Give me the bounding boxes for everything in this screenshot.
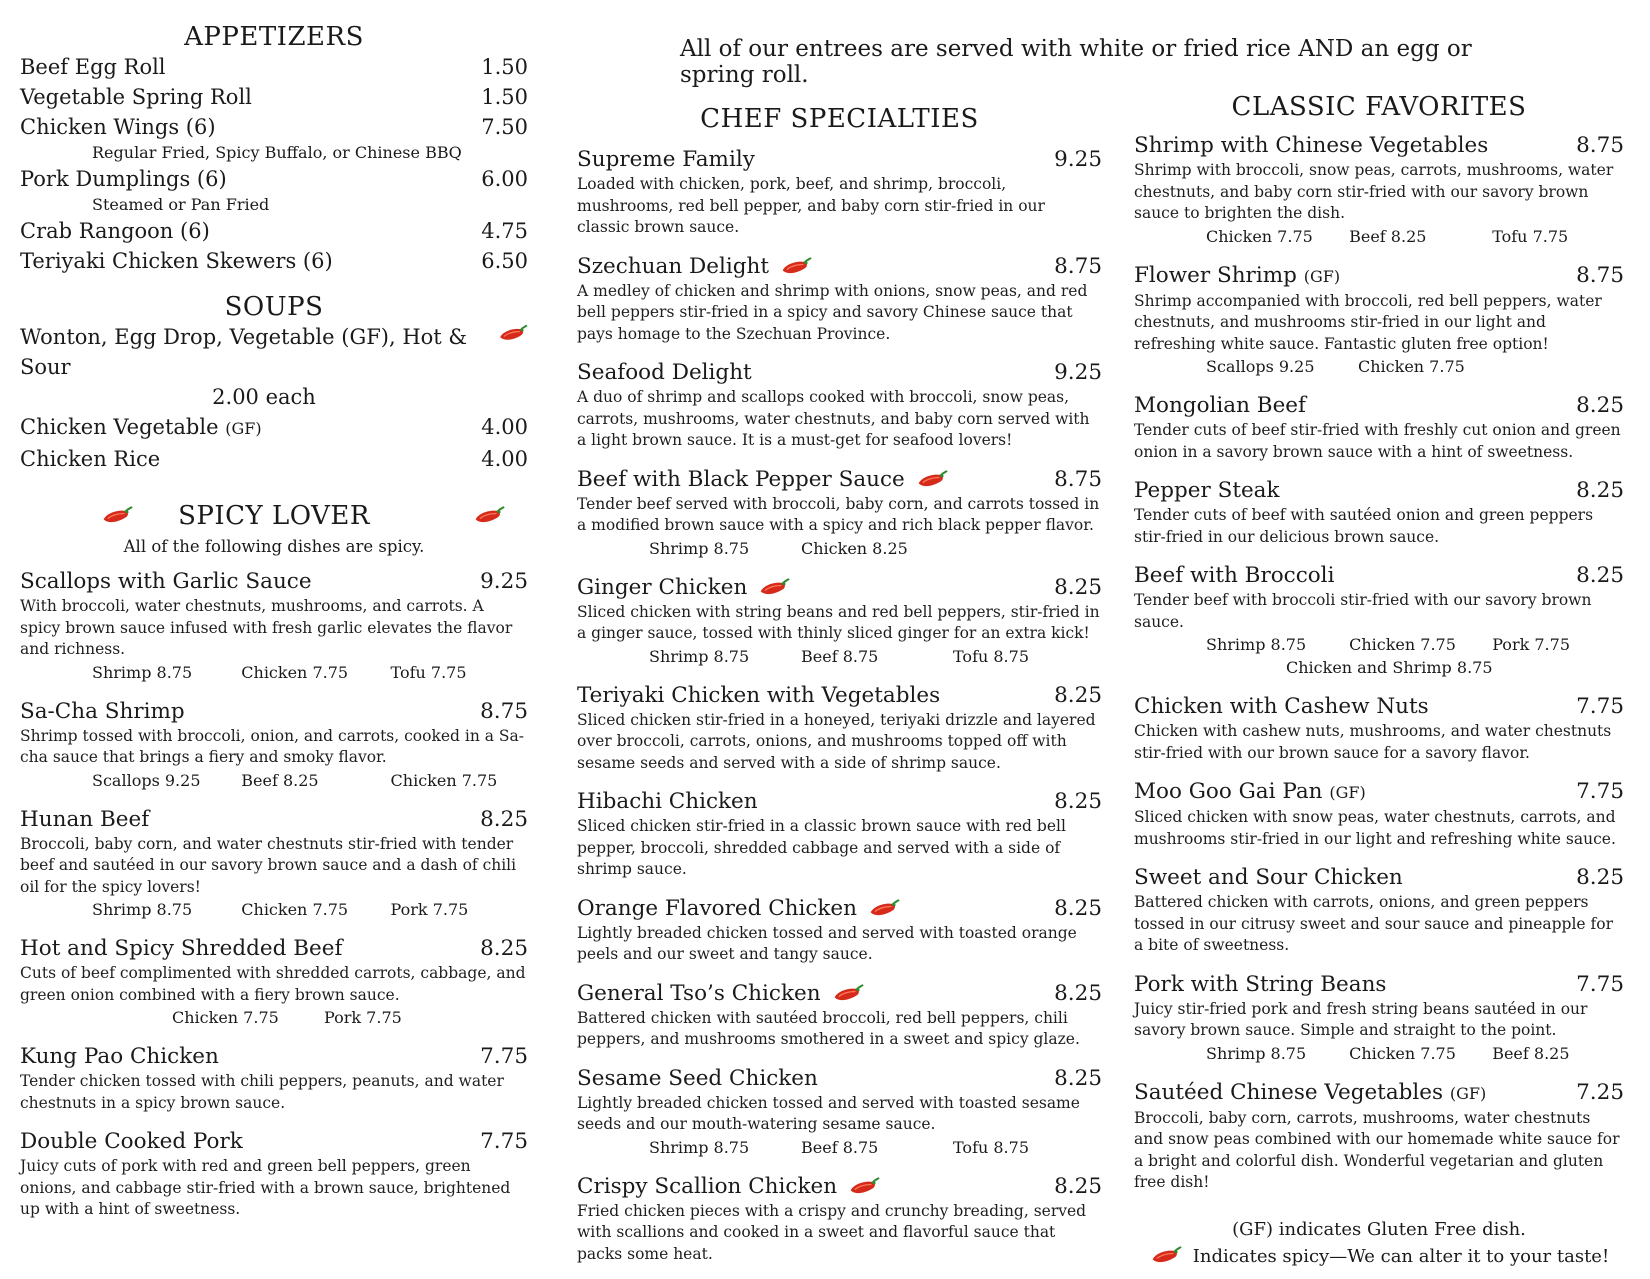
dish-header — [577, 895, 1102, 923]
appetizer-note: Steamed or Pan Fried — [92, 195, 270, 214]
dish-price: 7.75 — [480, 1044, 528, 1069]
dish-name: Hunan Beef — [20, 806, 150, 832]
classic-dish — [1134, 864, 1624, 957]
spicy-lover-subtitle: All of the following dishes are spicy. — [123, 537, 425, 556]
dish-name-wrap — [1134, 971, 1386, 999]
dish-description: Tender beef served with broccoli, baby corn, and carrots tossed in a modified brown sauce with a spicy and rich black pepper flavor. — [577, 494, 1100, 534]
appetizer-row — [20, 216, 528, 246]
dish-price: 8.75 — [1054, 253, 1102, 279]
soup-list — [20, 412, 528, 474]
soups-title: SOUPS — [224, 292, 324, 322]
dish-name: Mongolian Beef — [1134, 393, 1306, 418]
dish-header — [20, 806, 528, 834]
spicy-lover-title: SPICY LOVER — [178, 501, 370, 531]
chef-dish — [577, 146, 1102, 239]
soup-assortment-price — [20, 382, 528, 412]
dish-header — [1134, 562, 1624, 590]
dish-header — [577, 146, 1102, 174]
variant-prices — [577, 1137, 1102, 1159]
appetizer-row — [20, 52, 528, 82]
dish-price: 8.25 — [1054, 682, 1102, 708]
variant-prices — [20, 899, 528, 921]
dish-name: Shrimp with Chinese Vegetables — [1134, 133, 1489, 158]
variant-price: Shrimp 8.75 — [649, 646, 750, 666]
dish-header — [577, 253, 1102, 281]
dish-header — [20, 568, 528, 596]
dish-header — [1134, 132, 1624, 160]
variant-price: Chicken 7.75 — [172, 1008, 279, 1027]
classic-dish — [1134, 971, 1624, 1065]
variant-price: Chicken 7.75 — [1349, 635, 1456, 654]
dish-price: 4.00 — [481, 415, 528, 439]
classic-dish — [1134, 693, 1624, 764]
spicy-dish — [20, 1128, 528, 1221]
dish-price: 8.25 — [1576, 865, 1624, 890]
dish-header — [577, 788, 1102, 816]
spicy-lover-header — [20, 496, 528, 536]
variant-price: Chicken 8.25 — [801, 538, 908, 558]
dish-header — [577, 359, 1102, 387]
dish-name-wrap — [577, 788, 758, 816]
dish-name-wrap — [20, 568, 312, 596]
dish-price: 8.75 — [1576, 262, 1624, 288]
variant-price: Chicken 7.75 — [390, 770, 498, 790]
dish-name-wrap — [20, 52, 166, 82]
legend-spicy — [1134, 1243, 1624, 1270]
dish-description: Tender cuts of beef with sautéed onion and green peppers stir-fried in our delicious brown sauce. — [1134, 506, 1594, 546]
dish-price: 1.50 — [481, 55, 528, 79]
dish-price: 4.75 — [481, 219, 528, 243]
appetizers-title: APPETIZERS — [184, 22, 364, 52]
dish-name: Teriyaki Chicken with Vegetables — [577, 682, 941, 708]
variant-price: Shrimp 8.75 — [649, 538, 750, 558]
dish-price: 9.25 — [1054, 147, 1102, 172]
dish-name-wrap — [1134, 132, 1488, 160]
dish-name: Pork with String Beans — [1134, 971, 1387, 997]
variant-price: Chicken 7.75 — [241, 900, 349, 919]
soup-assortment-label: Wonton, Egg Drop, Vegetable (GF), Hot & Sour — [20, 325, 468, 379]
pepper-icon — [472, 506, 506, 526]
dish-name: Flower Shrimp — [1134, 262, 1297, 288]
dish-name: Supreme Family — [577, 147, 755, 172]
classic-dish — [1134, 477, 1624, 548]
dish-price: 7.50 — [481, 115, 528, 139]
dish-description: Lightly breaded chicken tossed and served with toasted sesame seeds and our mouth-watering sesame sauce. — [577, 1093, 1080, 1133]
variant-price: Beef 8.75 — [801, 1137, 879, 1157]
dish-name-wrap — [577, 574, 791, 602]
classic-dish — [1134, 562, 1624, 679]
appetizer-row — [20, 246, 528, 276]
dish-name: General Tso’s Chicken — [577, 980, 821, 1006]
dish-header — [20, 1128, 528, 1156]
dish-description: Chicken with cashew nuts, mushrooms, and water chestnuts stir-fried with our brown sauce for a savory flavor. — [1134, 722, 1612, 762]
dish-description: Tender cuts of beef stir-fried with freshly cut onion and green onion in a savory brown sauce with a hint of sweetness. — [1134, 421, 1621, 461]
dish-name: Chicken Wings (6) — [20, 115, 216, 139]
dish-description: With broccoli, water chestnuts, mushrooms, and carrots. A spicy brown sauce infused with fresh garlic elevates the flavor and richness. — [20, 597, 513, 658]
dish-name-wrap — [20, 82, 252, 112]
dish-name-wrap — [20, 698, 185, 726]
variant-price: Shrimp 8.75 — [649, 1137, 750, 1157]
dish-price: 8.25 — [1054, 1065, 1102, 1091]
variant-price: Pork 7.75 — [390, 900, 469, 919]
dish-description: Cuts of beef complimented with shredded carrots, cabbage, and green onion combined with a fiery brown sauce. — [20, 964, 526, 1004]
dish-price: 7.25 — [1576, 1079, 1624, 1105]
gf-tag: (GF) — [1303, 266, 1341, 286]
gf-tag: (GF) — [225, 419, 262, 438]
dish-description: Shrimp tossed with broccoli, onion, and carrots, cooked in a Sa-cha sauce that brings a fiery and smoky flavor. — [20, 726, 525, 766]
variant-price: Chicken 7.75 — [1358, 357, 1465, 376]
dish-name: Crispy Scallion Chicken — [577, 1173, 838, 1199]
dish-name: Double Cooked Pork — [20, 1129, 243, 1154]
legend-gf: (GF) indicates Gluten Free dish. — [1232, 1218, 1526, 1240]
chef-list — [577, 146, 1102, 1265]
dish-header — [1134, 693, 1624, 721]
chef-dish — [577, 574, 1102, 668]
dish-price: 8.25 — [1576, 393, 1624, 418]
chef-dish — [577, 466, 1102, 560]
dish-description: Sliced chicken stir-fried in a classic brown sauce with red bell pepper, broccoli, shredded cabbage and served with a side of shrimp sauce. — [577, 817, 1066, 878]
dish-name-wrap — [20, 1043, 219, 1071]
dish-name: Beef with Broccoli — [1134, 563, 1335, 588]
pepper-icon — [100, 506, 134, 526]
classic-dish — [1134, 1079, 1624, 1194]
variant-price: Shrimp 8.75 — [1206, 1043, 1307, 1063]
appetizer-row — [20, 112, 528, 142]
dish-header — [577, 682, 1102, 710]
dish-description: Juicy stir-fried pork and fresh string beans sautéed in our savory brown sauce. Simple and straight to the point. — [1134, 999, 1588, 1039]
dish-price: 8.25 — [1054, 789, 1102, 814]
soup-assortment — [20, 322, 528, 382]
dish-header — [1134, 392, 1624, 420]
dish-description: Sliced chicken with string beans and red bell peppers, stir-fried in a ginger sauce, tossed with thinly sliced ginger for an extra kick! — [577, 602, 1100, 642]
dish-price: 7.75 — [1576, 694, 1624, 719]
chef-specialties-title: CHEF SPECIALTIES — [700, 104, 979, 134]
dish-name-wrap — [20, 935, 342, 963]
classic-dish — [1134, 778, 1624, 850]
dish-header — [577, 574, 1102, 602]
chef-dish — [577, 1173, 1102, 1266]
dish-header — [1134, 262, 1624, 291]
dish-name: Beef Egg Roll — [20, 55, 166, 79]
dish-price: 8.25 — [480, 936, 528, 961]
dish-description: Tender beef with broccoli stir-fried with our savory brown sauce. — [1134, 591, 1592, 631]
dish-description: Juicy cuts of pork with red and green bell peppers, green onions, and cabbage stir-fried with a brown sauce, brightened up with a hint of sweetness. — [20, 1157, 511, 1218]
dish-price: 8.25 — [1054, 895, 1102, 921]
variant-price: Shrimp 8.75 — [92, 900, 193, 919]
dish-name-wrap — [20, 112, 216, 142]
dish-name-wrap — [577, 466, 949, 494]
chef-dish — [577, 980, 1102, 1051]
pepper-icon — [1149, 1246, 1183, 1266]
dish-name-wrap — [20, 216, 210, 246]
dish-name: Sesame Seed Chicken — [577, 1065, 818, 1091]
dish-name-wrap — [577, 1065, 818, 1093]
soup-row — [20, 444, 528, 474]
dish-header — [20, 1043, 528, 1071]
variant-prices — [577, 646, 1102, 668]
dish-price: 9.25 — [480, 569, 528, 594]
dish-description: Tender chicken tossed with chili peppers, peanuts, and water chestnuts in a spicy brown sauce. — [20, 1072, 504, 1112]
dish-name: Orange Flavored Chicken — [577, 895, 858, 921]
dish-description: Lightly breaded chicken tossed and served with toasted orange peels and our sweet and tangy sauce. — [577, 923, 1077, 963]
dish-name-wrap — [1134, 392, 1306, 420]
dish-header — [1134, 971, 1624, 999]
dish-name-wrap — [1134, 477, 1280, 505]
dish-name-wrap — [577, 895, 901, 923]
spicy-list — [20, 568, 528, 1221]
dish-description: Shrimp accompanied with broccoli, red bell peppers, water chestnuts, and mushrooms stir-fried in our light and refreshing white sauce. Fantastic gluten free option! — [1134, 291, 1602, 353]
dish-price: 9.25 — [1054, 360, 1102, 385]
dish-header — [1134, 1079, 1624, 1108]
spicy-dish — [20, 568, 528, 684]
dish-header — [577, 1065, 1102, 1093]
dish-name-wrap — [577, 359, 752, 387]
dish-name-wrap — [20, 246, 333, 276]
soup-row — [20, 412, 528, 444]
chef-dish — [577, 359, 1102, 452]
dish-name-wrap — [20, 806, 149, 834]
spicy-dish — [20, 1043, 528, 1114]
variant-prices — [20, 1007, 528, 1029]
dish-name: Hot and Spicy Shredded Beef — [20, 936, 343, 961]
variant-price: Beef 8.25 — [241, 770, 319, 790]
right-column — [1134, 0, 1624, 1270]
dish-name: Beef with Black Pepper Sauce — [577, 466, 905, 492]
appetizer-row — [20, 82, 528, 112]
variant-prices — [1134, 356, 1624, 378]
pepper-icon — [831, 984, 865, 1004]
dish-name-wrap — [1134, 262, 1340, 291]
dish-name-wrap — [1134, 693, 1429, 721]
dish-description: Broccoli, baby corn, carrots, mushrooms, water chestnuts and snow peas combined with our homemade white sauce for a bright and colorful dish. Wonderful vegetarian and gluten free dish! — [1134, 1108, 1620, 1191]
spicy-dish — [20, 806, 528, 922]
dish-description: Sliced chicken with snow peas, water chestnuts, carrots, and mushrooms stir-fried in our light and refreshing white sauce. — [1134, 808, 1616, 848]
dish-name-wrap — [1134, 562, 1334, 590]
dish-price: 7.75 — [480, 1129, 528, 1154]
variant-price: Chicken 7.75 — [1349, 1043, 1456, 1063]
dish-price: 4.00 — [481, 447, 528, 471]
dish-name: Kung Pao Chicken — [20, 1044, 219, 1069]
classic-list — [1134, 132, 1624, 1194]
pepper-icon — [867, 899, 901, 919]
classic-dish — [1134, 262, 1624, 379]
pepper-icon — [779, 257, 813, 277]
tagline: All of our entrees are served with white or fried rice AND an egg or spring roll. — [680, 36, 1472, 88]
gf-tag: (GF) — [1329, 783, 1366, 802]
chef-dish — [577, 253, 1102, 346]
dish-price: 8.25 — [480, 806, 528, 832]
dish-name: Seafood Delight — [577, 360, 752, 385]
middle-column — [577, 0, 1102, 1279]
dish-name: Pork Dumplings (6) — [20, 167, 227, 191]
dish-name-wrap — [20, 1128, 243, 1156]
dish-name: Moo Goo Gai Pan — [1134, 779, 1323, 804]
dish-header — [20, 935, 528, 963]
dish-name: Chicken Vegetable — [20, 415, 219, 439]
dish-price: 8.25 — [1576, 478, 1624, 503]
dish-name: Sweet and Sour Chicken — [1134, 865, 1403, 890]
variant-price: Shrimp 8.75 — [92, 662, 193, 682]
appetizer-row — [20, 164, 528, 194]
dish-header — [1134, 864, 1624, 892]
gf-tag: (GF) — [1449, 1083, 1487, 1103]
chef-dish — [577, 788, 1102, 881]
variant-price: Shrimp 8.75 — [1206, 635, 1307, 654]
dish-description: Broccoli, baby corn, and water chestnuts stir-fried with tender beef and sautéed in our savory brown sauce and a dash of chili oil for the spicy lovers! — [20, 834, 517, 896]
dish-name: Hibachi Chicken — [577, 789, 758, 814]
dish-price: 1.50 — [481, 85, 528, 109]
variant-prices — [20, 770, 528, 792]
soup-assortment-price-label: 2.00 each — [212, 385, 316, 409]
dish-name-wrap — [577, 253, 813, 281]
dish-price: 8.75 — [480, 698, 528, 724]
dish-header — [1134, 477, 1624, 505]
dish-price: 8.25 — [1054, 980, 1102, 1006]
dish-name: Vegetable Spring Roll — [20, 85, 252, 109]
pepper-icon — [497, 324, 528, 344]
variant-price: Chicken 7.75 — [241, 662, 349, 682]
variant-price: Scallops 9.25 — [92, 770, 201, 790]
classic-dish — [1134, 132, 1624, 248]
dish-price: 8.25 — [1576, 563, 1624, 588]
dish-header — [1134, 778, 1624, 807]
dish-name-wrap — [577, 146, 755, 174]
variant-price: Tofu 7.75 — [390, 662, 467, 682]
variant-price: Tofu 7.75 — [1492, 226, 1569, 246]
dish-name-wrap — [20, 444, 160, 474]
spicy-dish — [20, 935, 528, 1029]
appetizer-note: Regular Fried, Spicy Buffalo, or Chinese BBQ — [92, 143, 462, 162]
dish-price: 7.75 — [1576, 779, 1624, 804]
dish-description: Battered chicken with sautéed broccoli, red bell peppers, chili peppers, and mushrooms smothered in a sweet and spicy glaze. — [577, 1008, 1080, 1048]
dish-header — [20, 698, 528, 726]
dish-header — [577, 1173, 1102, 1201]
dish-name-wrap — [1134, 864, 1403, 892]
dish-description: A medley of chicken and shrimp with onions, snow peas, and red bell peppers stir-fried in a spicy and savory Chinese sauce that pays homage to the Szechuan Province. — [577, 281, 1088, 343]
variant-price: Scallops 9.25 — [1206, 357, 1315, 376]
variant-price-extra: Chicken and Shrimp 8.75 — [1286, 658, 1493, 677]
dish-name-wrap — [1134, 1079, 1486, 1108]
variant-price: Tofu 8.75 — [953, 646, 1029, 666]
dish-name: Szechuan Delight — [577, 253, 769, 279]
variant-price: Tofu 8.75 — [953, 1137, 1029, 1157]
dish-name: Sautéed Chinese Vegetables — [1134, 1079, 1444, 1105]
legend-spicy-text: Indicates spicy—We can alter it to your taste! — [1192, 1245, 1610, 1267]
dish-description: Sliced chicken stir-fried in a honeyed, teriyaki drizzle and layered over broccoli, carrots, onions, and mushrooms topped off with sesame seeds and served with a side of shrimp sauce. — [577, 710, 1096, 772]
dish-description: Battered chicken with carrots, onions, and green peppers tossed in our citrusy sweet and sour sauce and pineapple for a bite of sweetness. — [1134, 893, 1613, 954]
dish-price: 8.25 — [1054, 574, 1102, 600]
dish-description: Shrimp with broccoli, snow peas, carrots, mushrooms, water chestnuts, and baby corn stir-fried with our savory brown sauce to brighten the dish. — [1134, 161, 1614, 222]
left-column — [20, 0, 528, 1235]
pepper-icon — [847, 1177, 881, 1197]
dish-description: Loaded with chicken, pork, beef, and shrimp, broccoli, mushrooms, red bell pepper, and baby corn stir-fried in our classic brown sauce. — [577, 175, 1045, 236]
dish-name-wrap — [20, 412, 262, 444]
dish-price: 8.25 — [1054, 1173, 1102, 1199]
dish-name: Sa-Cha Shrimp — [20, 698, 185, 724]
dish-price: 6.00 — [481, 167, 528, 191]
dish-name: Chicken with Cashew Nuts — [1134, 694, 1429, 719]
spicy-dish — [20, 698, 528, 792]
variant-prices — [20, 662, 528, 684]
dish-price: 8.75 — [1576, 133, 1624, 158]
chef-dish — [577, 895, 1102, 966]
classic-dish — [1134, 392, 1624, 463]
dish-description: Fried chicken pieces with a crispy and crunchy breading, served with scallions and cooked in a sweet and flavorful sauce that packs some heat. — [577, 1201, 1087, 1263]
dish-header — [577, 466, 1102, 494]
dish-name-wrap — [577, 1173, 881, 1201]
dish-name: Pepper Steak — [1134, 478, 1280, 503]
dish-name-wrap — [20, 164, 227, 194]
dish-name: Teriyaki Chicken Skewers (6) — [20, 249, 333, 273]
dish-name-wrap — [577, 980, 865, 1008]
dish-name-wrap — [1134, 778, 1366, 807]
variant-price: Pork 7.75 — [1492, 635, 1570, 654]
classic-favorites-title: CLASSIC FAVORITES — [1231, 92, 1527, 122]
variant-price: Beef 8.25 — [1492, 1043, 1570, 1063]
dish-name: Crab Rangoon (6) — [20, 219, 210, 243]
pepper-icon — [915, 470, 949, 490]
dish-name-wrap — [577, 682, 940, 710]
variant-price: Beef 8.25 — [1349, 226, 1427, 246]
dish-header — [577, 980, 1102, 1008]
variant-price: Chicken 7.75 — [1206, 226, 1313, 246]
variant-prices — [1134, 226, 1624, 248]
dish-price: 6.50 — [481, 249, 528, 273]
pepper-icon — [757, 578, 791, 598]
variant-prices — [1134, 1043, 1624, 1065]
appetizer-list — [20, 52, 528, 276]
variant-prices — [577, 538, 1102, 560]
dish-description: A duo of shrimp and scallops cooked with broccoli, snow peas, carrots, mushrooms, water chestnuts, and baby corn served with a light brown sauce. It is a must-get for seafood lovers! — [577, 388, 1090, 449]
dish-name: Scallops with Garlic Sauce — [20, 569, 312, 594]
variant-prices — [1134, 634, 1624, 656]
dish-price: 7.75 — [1576, 971, 1624, 997]
dish-name: Chicken Rice — [20, 447, 161, 471]
variant-price: Pork 7.75 — [324, 1008, 402, 1027]
chef-dish — [577, 1065, 1102, 1159]
chef-dish — [577, 682, 1102, 775]
dish-name: Ginger Chicken — [577, 574, 748, 600]
variant-price: Beef 8.75 — [801, 646, 879, 666]
dish-price: 8.75 — [1054, 466, 1102, 492]
